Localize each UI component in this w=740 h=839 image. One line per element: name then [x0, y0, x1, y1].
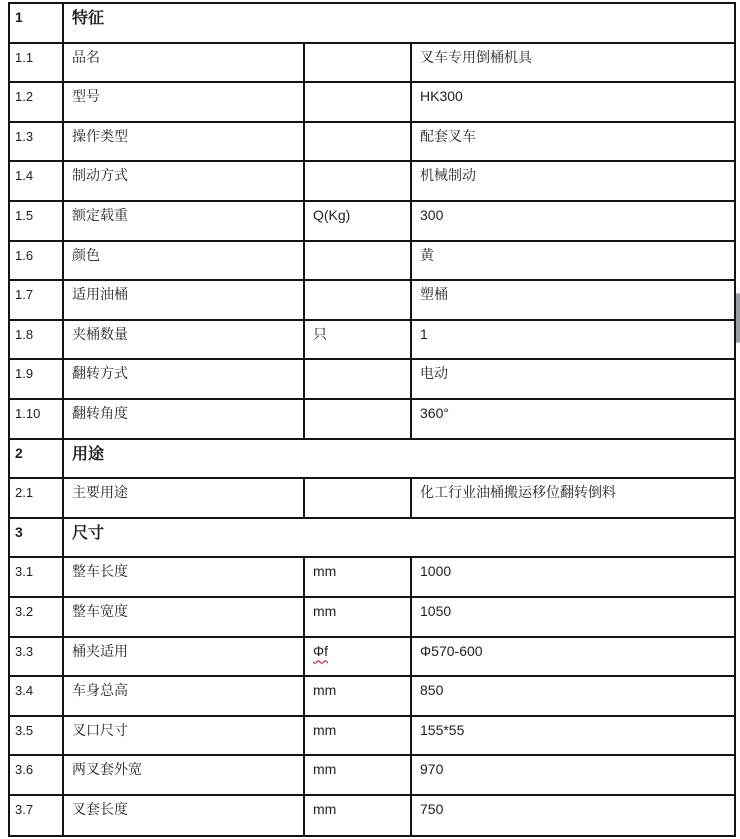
cell-parameter-label: 品名: [64, 44, 305, 82]
cell-row-number: 1.10: [10, 400, 64, 438]
cell-value: 360°: [420, 404, 449, 421]
cell-row-number: 3.3: [10, 638, 64, 676]
table-row: [10, 281, 734, 321]
cell-row-number: 1: [10, 4, 64, 42]
table-row: [10, 123, 734, 163]
cell-unit: [305, 796, 412, 836]
cell-parameter-label: 车身总高: [64, 677, 305, 715]
cell-unit: [305, 44, 412, 82]
cell-unit: [305, 717, 412, 755]
unit-text: 只: [313, 325, 327, 342]
table-row: [10, 202, 734, 242]
table-row: [10, 598, 734, 638]
cell-parameter-label: 夹桶数量: [64, 321, 305, 359]
cell-parameter-label: 翻转方式: [64, 360, 305, 398]
cell-unit: [305, 756, 412, 794]
table-row: [10, 162, 734, 202]
unit-text: mm: [313, 800, 337, 817]
cell-parameter-label: 型号: [64, 83, 305, 121]
table-row: [10, 44, 734, 84]
cell-value: 机械制动: [420, 167, 476, 184]
cell-section-title: 尺寸: [72, 524, 105, 542]
cell-unit: [305, 162, 412, 200]
cell-unit: [305, 281, 412, 319]
cell-parameter-label: 两叉套外宽: [64, 756, 305, 794]
cell-value: 970: [420, 761, 444, 778]
cell-unit: [305, 598, 412, 636]
cell-row-number: 1.8: [10, 321, 64, 359]
unit-text: mm: [313, 721, 337, 738]
cell-parameter-label: 主要用途: [64, 479, 305, 517]
unit-text: mm: [313, 682, 337, 699]
cell-parameter-label: 叉口尺寸: [64, 717, 305, 755]
cell-row-number: 3.7: [10, 796, 64, 836]
cell-section-title: 特征: [72, 10, 105, 27]
table-row: [10, 717, 734, 757]
cell-parameter-label: 操作类型: [64, 123, 305, 161]
cell-parameter-label: 叉套长度: [64, 796, 305, 836]
cell-unit: [305, 400, 412, 438]
table-row: [10, 558, 734, 598]
cell-value: Φ570-600: [420, 642, 483, 659]
cell-unit: [305, 83, 412, 121]
table-row: [10, 796, 734, 836]
table-row: [10, 756, 734, 796]
spec-table: [8, 2, 736, 837]
unit-text: Q(Kg): [313, 206, 351, 223]
cell-unit: [305, 479, 412, 517]
table-row: [10, 242, 734, 282]
table-row: [10, 638, 734, 678]
cell-unit: [305, 677, 412, 715]
cell-unit: [305, 638, 412, 676]
table-row: [10, 400, 734, 440]
cell-parameter-label: 颜色: [64, 242, 305, 280]
cell-value: 化工行业油桶搬运移位翻转倒料: [420, 484, 616, 501]
cell-row-number: 3.4: [10, 677, 64, 715]
cell-row-number: 3: [10, 519, 64, 557]
cell-unit: [305, 321, 412, 359]
cell-section-title: 用途: [72, 445, 105, 463]
cell-value: 配套叉车: [420, 127, 476, 144]
cell-unit: [305, 360, 412, 398]
cell-row-number: 3.1: [10, 558, 64, 596]
cell-value: 750: [420, 800, 444, 817]
cell-parameter-label: 适用油桶: [64, 281, 305, 319]
section-row: [10, 440, 734, 480]
cell-value: HK300: [420, 88, 463, 105]
cell-value: 1050: [420, 602, 452, 619]
cell-row-number: 2: [10, 440, 64, 478]
cell-row-number: 1.5: [10, 202, 64, 240]
cell-value: 叉车专用倒桶机具: [420, 48, 532, 65]
cell-parameter-label: 制动方式: [64, 162, 305, 200]
cell-row-number: 1.2: [10, 83, 64, 121]
cell-parameter-label: 整车宽度: [64, 598, 305, 636]
cell-row-number: 1.3: [10, 123, 64, 161]
section-row: [10, 4, 734, 44]
table-row: [10, 677, 734, 717]
cell-value: 黄: [420, 246, 434, 263]
cell-value: 1: [420, 325, 428, 342]
cell-parameter-label: 翻转角度: [64, 400, 305, 438]
cell-row-number: 3.2: [10, 598, 64, 636]
section-row: [10, 519, 734, 559]
cell-row-number: 1.4: [10, 162, 64, 200]
cell-unit: [305, 202, 412, 240]
cell-unit: [305, 242, 412, 280]
cell-unit: [305, 558, 412, 596]
table-row: [10, 479, 734, 519]
cell-row-number: 1.6: [10, 242, 64, 280]
cell-row-number: 1.7: [10, 281, 64, 319]
table-row: [10, 83, 734, 123]
cell-row-number: 1.1: [10, 44, 64, 82]
cell-value: 850: [420, 682, 444, 699]
cell-value: 电动: [420, 365, 448, 382]
cell-value: 1000: [420, 563, 452, 580]
spellcheck-underlined-text: Φf: [313, 642, 329, 659]
cell-parameter-label: 桶夹适用: [64, 638, 305, 676]
cell-row-number: 3.6: [10, 756, 64, 794]
cell-parameter-label: 整车长度: [64, 558, 305, 596]
scrollbar-thumb[interactable]: [736, 293, 740, 343]
cell-value: 300: [420, 206, 444, 223]
unit-text: mm: [313, 602, 337, 619]
cell-row-number: 2.1: [10, 479, 64, 517]
cell-unit: [305, 123, 412, 161]
cell-row-number: 3.5: [10, 717, 64, 755]
table-row: [10, 321, 734, 361]
unit-text: mm: [313, 563, 337, 580]
table-row: [10, 360, 734, 400]
cell-row-number: 1.9: [10, 360, 64, 398]
cell-value: 155*55: [420, 721, 465, 738]
unit-text: mm: [313, 761, 337, 778]
cell-parameter-label: 额定载重: [64, 202, 305, 240]
cell-value: 塑桶: [420, 286, 448, 303]
